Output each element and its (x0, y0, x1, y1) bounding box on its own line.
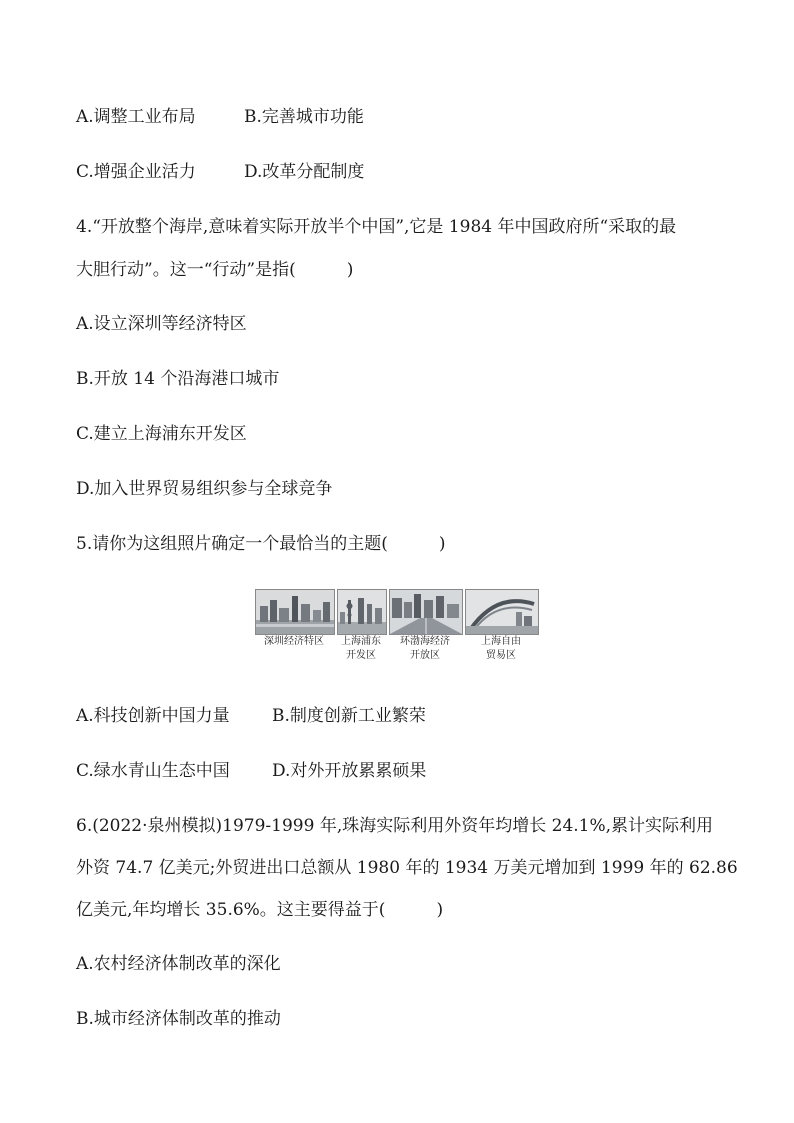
q5-stem: 5.请你为这组照片确定一个最恰当的主题( ) (76, 534, 446, 554)
q6-stem-line-2: 外资 74.7 亿美元;外贸进出口总额从 1980 年的 1934 万美元增加到 1999 年的 62.86 (76, 858, 738, 878)
q4-option-a: A.设立深圳等经济特区 (76, 314, 247, 334)
q6-option-b: B.城市经济体制改革的推动 (76, 1009, 281, 1029)
caption-ftz (465, 635, 537, 663)
q4-option-b: B.开放 14 个沿海港口城市 (76, 369, 280, 389)
caption-bohai-line-2: 开放区 (410, 650, 440, 661)
caption-pudong-line-2: 开发区 (346, 650, 376, 661)
q3-options-row-2 (76, 161, 364, 183)
q5-options-row-2 (76, 760, 426, 782)
q3-option-c: C.增强企业活力 (76, 162, 196, 182)
q5-options-row-1 (76, 705, 426, 727)
photo-bohai (389, 589, 463, 635)
q4-stem-line-1: 4.“开放整个海岸,意味着实际开放半个中国”,它是 1984 年中国政府所“采取的最 (76, 217, 677, 237)
photo-pudong (337, 589, 387, 635)
q5-option-a: A.科技创新中国力量 (76, 706, 230, 726)
q5-option-b: B.制度创新工业繁荣 (272, 706, 426, 726)
q3-option-d: D.改革分配制度 (244, 162, 365, 182)
q5-option-c: C.绿水青山生态中国 (76, 761, 230, 781)
caption-shenzhen-line-1: 深圳经济特区 (264, 636, 324, 647)
caption-bohai (389, 635, 461, 663)
q3-option-a: A.调整工业布局 (76, 107, 196, 127)
q3-options-row-1 (76, 106, 364, 128)
q4-option-c: C.建立上海浦东开发区 (76, 424, 247, 444)
q3-option-b: B.完善城市功能 (244, 107, 364, 127)
photo-ftz (465, 589, 539, 635)
caption-pudong (333, 635, 389, 663)
caption-ftz-line-2: 贸易区 (486, 650, 516, 661)
q5-option-d: D.对外开放累累硕果 (272, 761, 427, 781)
caption-shenzhen (253, 635, 335, 649)
q4-stem-line-2: 大胆行动”。这一“行动”是指( ) (76, 260, 354, 280)
caption-pudong-line-1: 上海浦东 (341, 636, 381, 647)
caption-ftz-line-1: 上海自由 (481, 636, 521, 647)
q6-stem-line-3: 亿美元,年均增长 35.6%。这主要得益于( ) (76, 900, 444, 920)
q4-option-d: D.加入世界贸易组织参与全球竞争 (76, 479, 333, 499)
q6-stem-line-1: 6.(2022·泉州模拟)1979-1999 年,珠海实际利用外资年均增长 24.1%,累计实际利用 (76, 816, 714, 836)
caption-bohai-line-1: 环渤海经济 (400, 636, 450, 647)
photo-shenzhen (255, 589, 335, 635)
q6-option-a: A.农村经济体制改革的深化 (76, 954, 281, 974)
q5-photo-group (255, 589, 540, 669)
